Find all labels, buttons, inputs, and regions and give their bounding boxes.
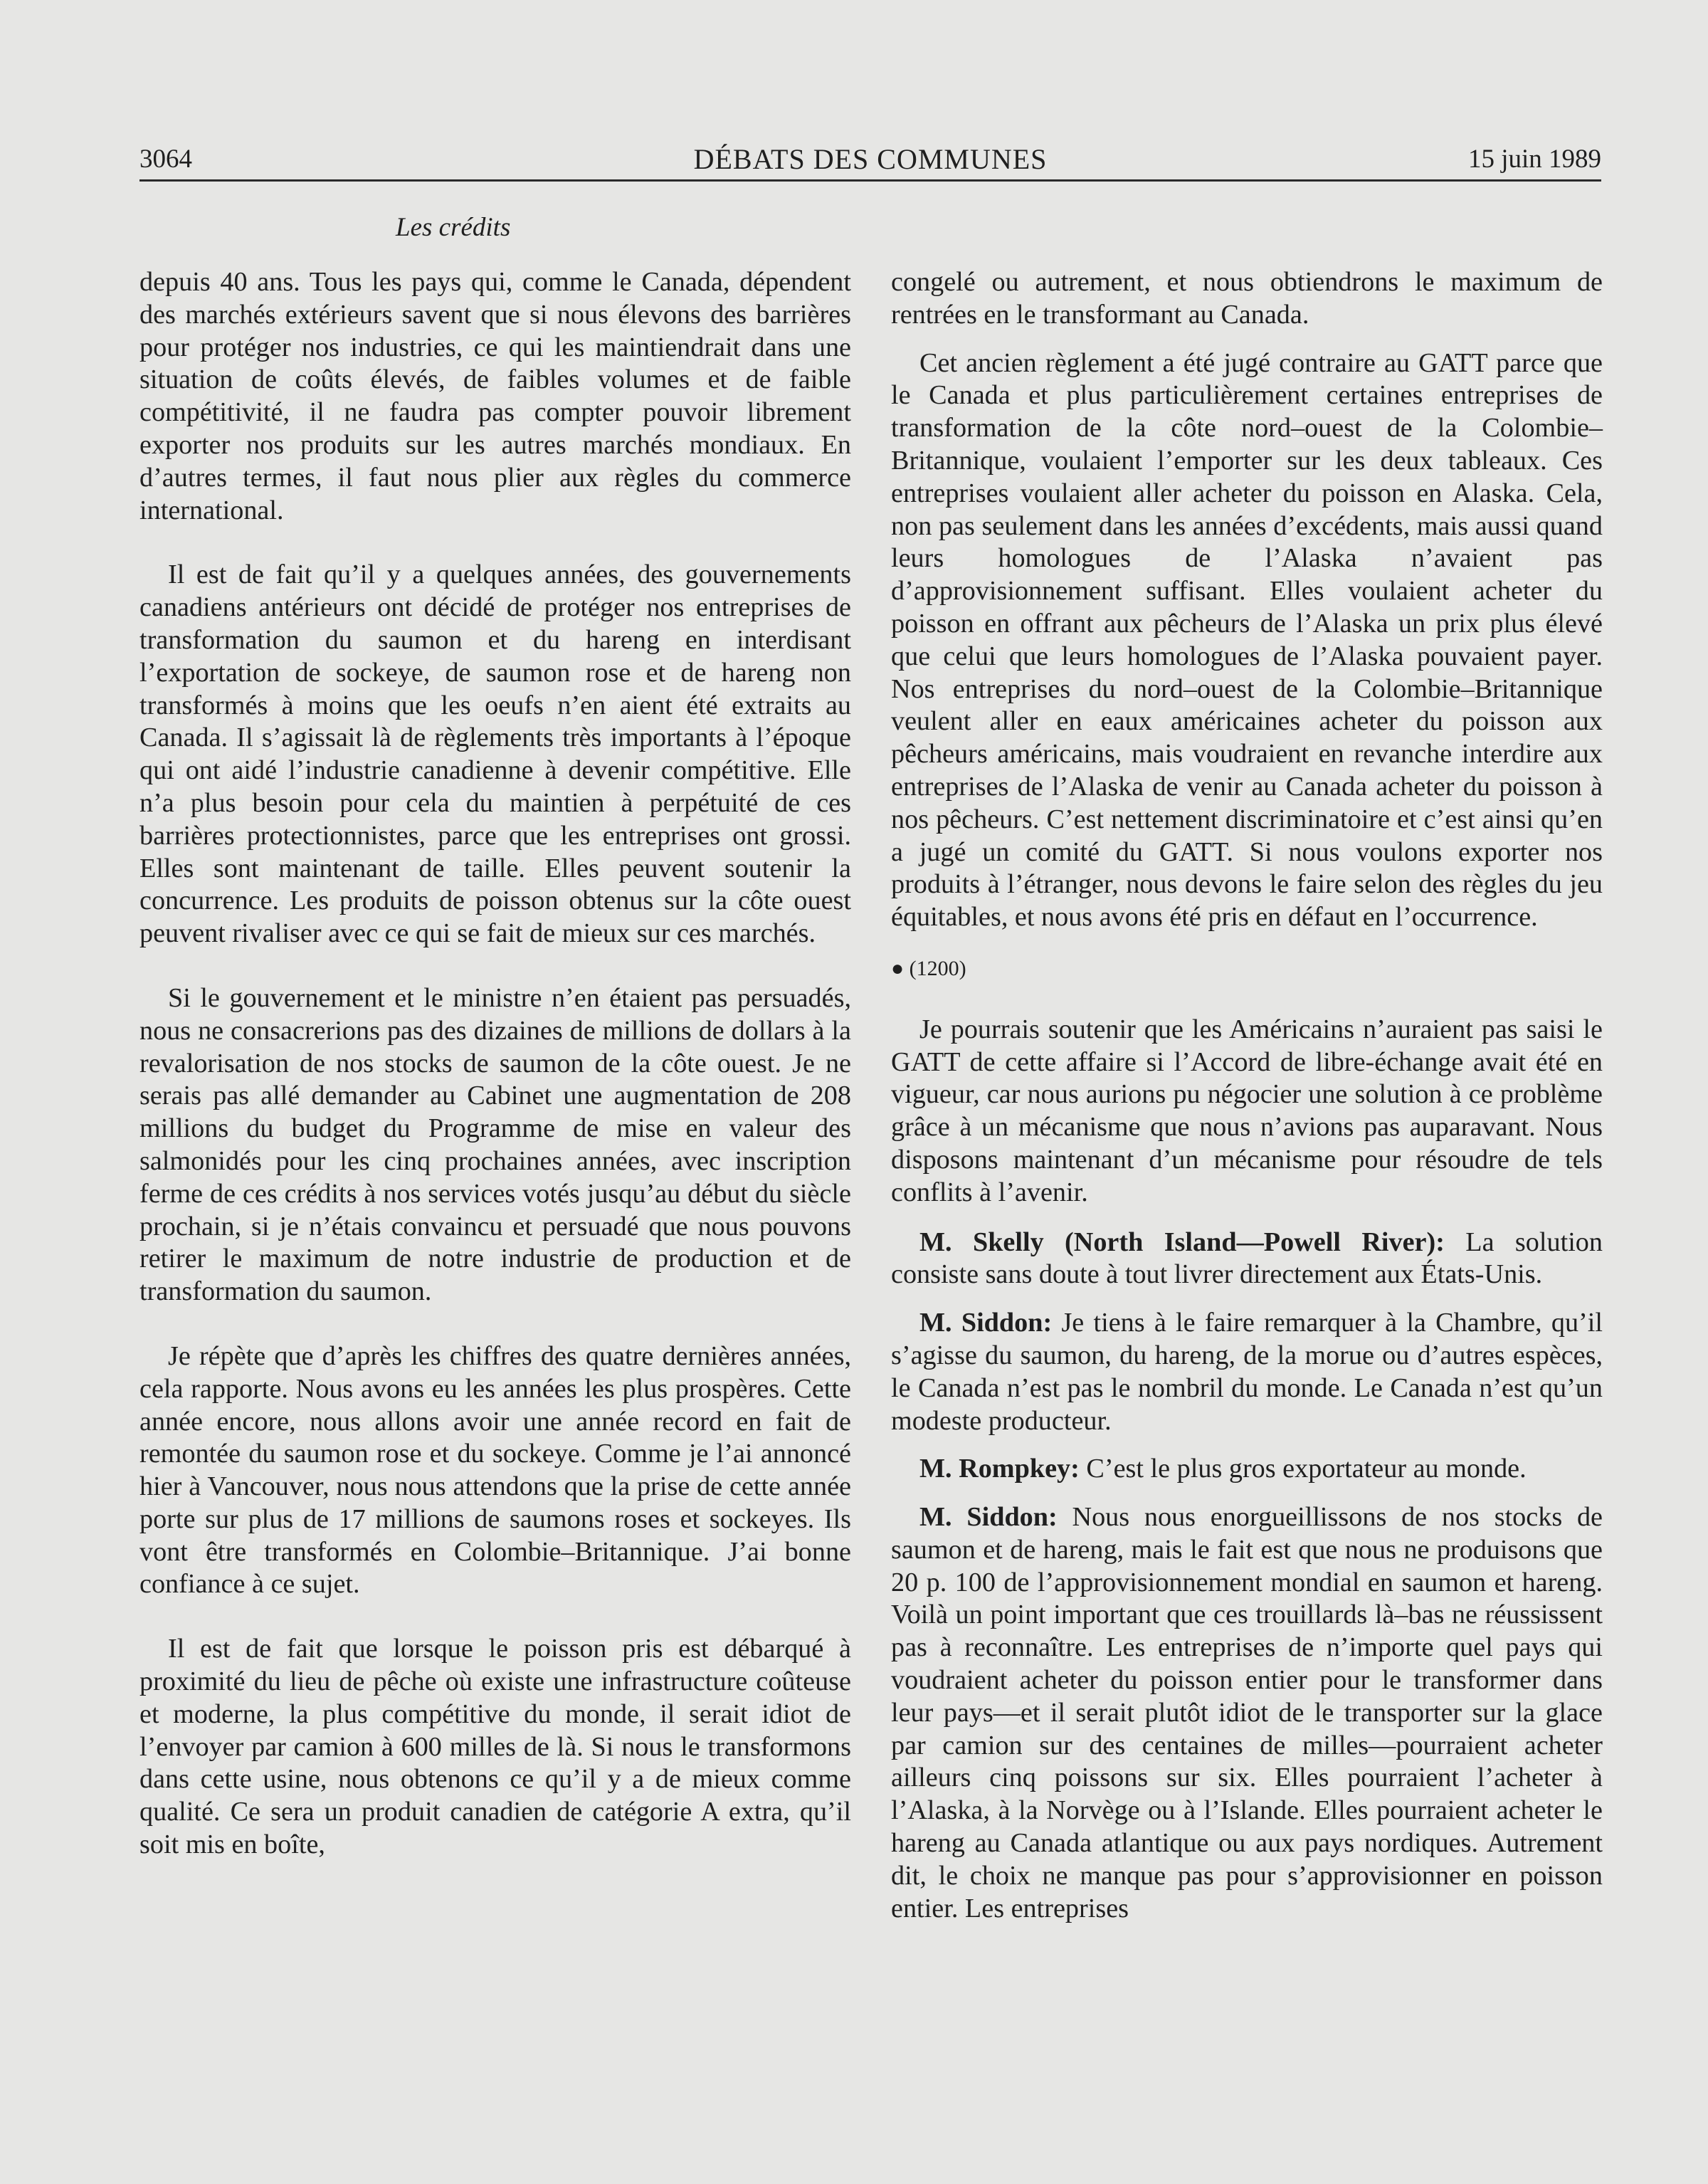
speech	[891, 1501, 1603, 1925]
paragraph: Il est de fait que lorsque le poisson pris est débarqué à proximité du lieu de pêche où existe une infrastructure coûteuse et moderne, la plus compétitive du monde, il serait idiot de l’envoyer par camion à 600 milles de là. Si nous le transformons dans cette usine, nous obtenons ce qu’il y a de mieux comme qualité. Ce sera un produit canadien de catégorie A extra, qu’il soit mis en boîte,	[139, 1634, 851, 1860]
bullet-icon: ●	[891, 956, 905, 980]
speech-text: La solution consiste sans doute à tout livrer directement aux États-Unis.	[891, 1227, 1603, 1290]
publication-date: 15 juin 1989	[1467, 145, 1601, 174]
speaker-name: M. Siddon:	[919, 1308, 1053, 1338]
section-title: Les crédits	[396, 213, 511, 242]
paragraph: Il est de fait qu’il y a quelques années, des gouvernements canadiens antérieurs ont décidé de protéger nos entreprises de transformation du saumon et du hareng en interdisant l’exportation de sockeye, de saumon rose et de hareng non transformés à moins que les oeufs n’en aient été extraits au Canada. Il s’agissait là de règlements très importants à l’époque qui ont aidé l’industrie canadienne à devenir compétitive. Elle n’a plus besoin pour cela du maintien à perpétuité de ces barrières protectionnistes, parce que les entreprises ont grossi. Elles sont maintenant de taille. Elles peuvent soutenir la concurrence. Les produits de poisson obtenus sur la côte ouest peuvent rivaliser avec ce qui se fait de mieux sur ces marchés.	[139, 560, 851, 949]
right-column	[891, 266, 1603, 1941]
page-header	[139, 140, 1601, 182]
left-column	[139, 266, 851, 1894]
speech-text: C’est le plus gros exportateur au monde.	[1079, 1454, 1527, 1484]
speech-text: Je tiens à le faire remarquer à la Chambre, qu’il s’agisse du saumon, du hareng, de la morue ou d’autres espèces, le Canada n’est pas le nombril du monde. Le Canada n’est qu’un modeste producteur.	[891, 1308, 1603, 1436]
speaker-name: M. Skelly (North Island—Powell River):	[919, 1227, 1445, 1257]
speaker-name: M. Siddon:	[919, 1502, 1058, 1533]
paragraph: Si le gouvernement et le ministre n’en étaient pas persuadés, nous ne consacrerions pas des dizaines de millions de dollars à la revalorisation de nos stocks de saumon de la côte ouest. Je ne serais pas allé demander au Cabinet une augmentation de 208 millions du budget du Programme de mise en valeur des salmonidés pour les cinq prochaines années, avec inscription ferme de ces crédits à nos services votés jusqu’au début du siècle prochain, si je n’étais convaincu et persuadé que nous pouvons retirer le maximum de notre industrie de production et de transformation du saumon.	[139, 982, 851, 1307]
paragraph: congelé ou autrement, et nous obtiendrons le maximum de rentrées en le transformant au Canada.	[891, 267, 1603, 330]
page-number: 3064	[139, 145, 192, 174]
speech	[891, 1307, 1603, 1437]
speech	[891, 1227, 1603, 1292]
speech	[891, 1453, 1603, 1486]
paragraph: Je répète que d’après les chiffres des quatre dernières années, cela rapporte. Nous avons eu les années les plus prospères. Cette année encore, nous allons avoir une année record en fait de remontée du saumon rose et du sockeye. Comme je l’ai annoncé hier à Vancouver, nous nous attendons que la prise de cette année porte sur plus de 17 millions de saumons roses et sockeyes. Ils vont être transformés en Colombie–Britannique. J’ai bonne confiance à ce sujet.	[139, 1340, 851, 1600]
paragraph: Je pourrais soutenir que les Américains n’auraient pas saisi le GATT de cette affaire si l’Accord de libre-échange avait été en vigueur, car nous aurions pu négocier une solution à ce problème grâce à un mécanisme que nous n’avions pas auparavant. Nous disposons maintenant d’un mécanisme pour résoudre de tels conflits à l’avenir.	[891, 1014, 1603, 1207]
paragraph: depuis 40 ans. Tous les pays qui, comme le Canada, dépendent des marchés extérieurs savent que si nous élevons des barrières pour protéger nos industries, ce qui les maintiendrait dans une situation de coûts élevés, de faibles volumes et de faible compétitivité, il ne faudra pas compter pouvoir librement exporter nos produits sur les autres marchés mondiaux. En d’autres termes, il faut nous plier aux règles du commerce international.	[139, 267, 851, 525]
speech-text: Nous nous enorgueillissons de nos stocks de saumon et de hareng, mais le fait est que nous ne produisons que 20 p. 100 de l’approvisionnement mondial en saumon et hareng. Voilà un point important que ces trouillards là–bas ne réussissent pas à reconnaître. Les entreprises de n’importe quel pays qui voudraient acheter du poisson entier pour le transformer dans leur pays—et il serait plutôt idiot de le transporter sur la glace par camion sur des centaines de milles—pourraient acheter ailleurs cinq poissons sur six. Elles pourraient l’acheter à l’Alaska, à la Norvège ou à l’Islande. Elles pourraient acheter le hareng au Canada atlantique ou aux pays nordiques. Autrement dit, le choix ne manque pas pour s’approvisionner en poisson entier. Les entreprises	[891, 1502, 1603, 1923]
publication-title: DÉBATS DES COMMUNES	[693, 143, 1048, 175]
speaker-name: M. Rompkey:	[919, 1454, 1080, 1484]
time-marker-text: (1200)	[909, 956, 966, 980]
time-marker	[891, 952, 1603, 985]
paragraph: Cet ancien règlement a été jugé contraire au GATT parce que le Canada et plus particulièrement certaines entreprises de transformation de la côte nord–ouest de la Colombie–Britannique, voulaient l’emporter sur les deux tableaux. Ces entreprises voulaient aller acheter du poisson en Alaska. Cela, non pas seulement dans les années d’excédents, mais aussi quand leurs homologues de l’Alaska n’avaient pas d’approvisionnement suffisant. Elles voulaient acheter du poisson en offrant aux pêcheurs de l’Alaska un prix plus élevé que celui que leurs homologues de l’Alaska pouvaient payer. Nos entreprises du nord–ouest de la Colombie–Britannique veulent aller en eaux américaines acheter du poisson aux pêcheurs américains, mais voudraient en revanche interdire aux entreprises de l’Alaska de venir au Canada acheter du poisson à nos pêcheurs. C’est nettement discriminatoire et c’est ainsi qu’en a jugé un comité du GATT. Si nous voulons exporter nos produits à l’étranger, nous devons le faire selon des règles du jeu équitables, et nous avons été pris en défaut en l’occurrence.	[891, 347, 1603, 933]
